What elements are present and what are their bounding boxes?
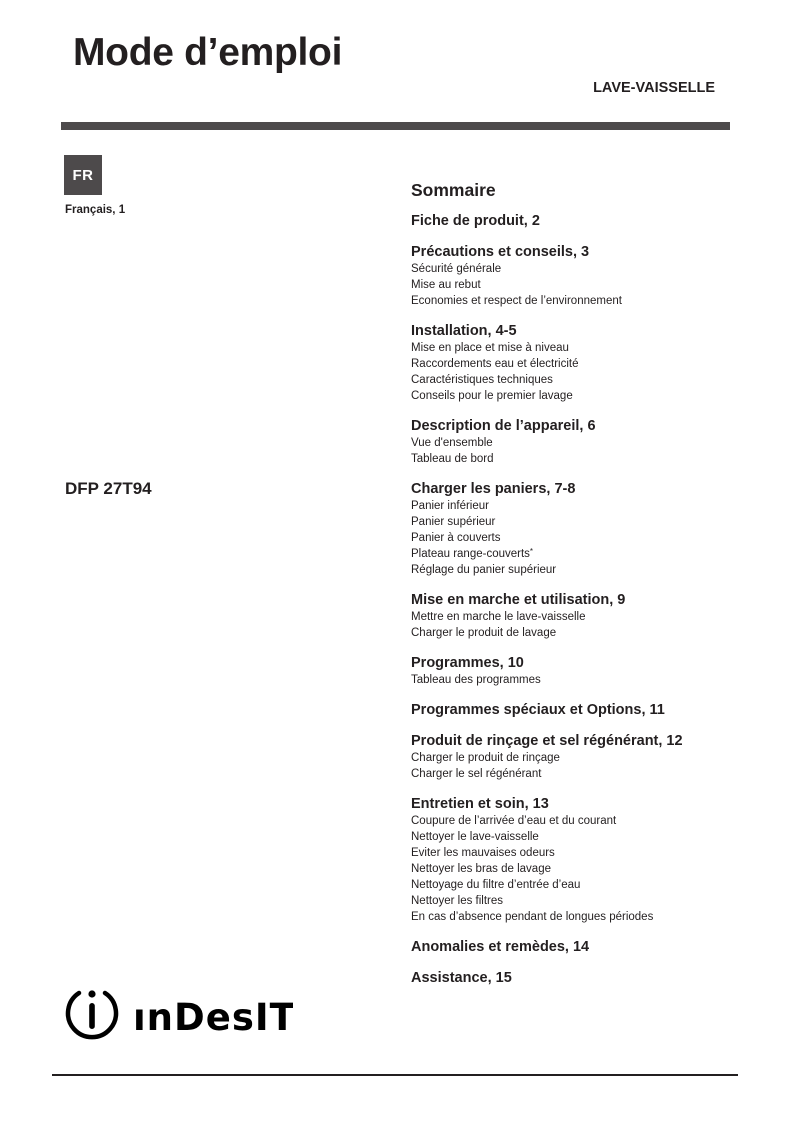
model-number: DFP 27T94 [65, 479, 152, 498]
toc-item: Nettoyer les filtres [411, 895, 504, 907]
toc-item: Sécurité générale [411, 263, 502, 275]
toc-item: Mise en place et mise à niveau [411, 342, 569, 354]
toc-heading: Programmes spéciaux et Options, 11 [411, 702, 665, 718]
toc-item: Nettoyage du filtre d’entrée d’eau [411, 879, 581, 891]
toc-heading: Installation, 4-5 [411, 323, 517, 339]
toc-item: Mettre en marche le lave-vaisselle [411, 611, 586, 623]
toc-heading: Programmes, 10 [411, 655, 524, 671]
toc-item [411, 546, 751, 562]
toc-section-assistance [411, 970, 751, 987]
indesit-logo [61, 985, 293, 1045]
toc-section-programmes-speciaux [411, 702, 751, 719]
toc-item: Vue d'ensemble [411, 437, 493, 449]
toc-heading: Mise en marche et utilisation, 9 [411, 592, 626, 608]
toc-item: Panier supérieur [411, 516, 496, 528]
language-badge [64, 155, 102, 195]
toc-item: Panier inférieur [411, 500, 489, 512]
toc-item-text: Plateau range-couverts [411, 548, 530, 560]
toc-heading: Charger les paniers, 7-8 [411, 481, 576, 497]
toc-item: Caractéristiques techniques [411, 374, 553, 386]
toc-item: Panier à couverts [411, 532, 501, 544]
toc-item: En cas d’absence pendant de longues périodes [411, 911, 654, 923]
toc-section-rincage-sel [411, 733, 751, 782]
document-title: Mode d’emploi [73, 31, 343, 74]
toc-section-anomalies [411, 939, 751, 956]
language-code: FR [72, 166, 94, 184]
footnote-marker: * [529, 547, 534, 556]
toc-item: Nettoyer le lave-vaisselle [411, 831, 539, 843]
footer-divider [52, 1074, 738, 1076]
toc-heading: Description de l’appareil, 6 [411, 418, 596, 434]
product-category: LAVE-VAISSELLE [593, 80, 715, 96]
language-page-label: Français, 1 [65, 204, 126, 216]
toc-item: Raccordements eau et électricité [411, 358, 579, 370]
toc-item: Coupure de l’arrivée d’eau et du courant [411, 815, 617, 827]
toc-section-entretien [411, 796, 751, 925]
toc-item: Conseils pour le premier lavage [411, 390, 573, 402]
toc-section-precautions [411, 244, 751, 309]
toc-section-charger-paniers [411, 481, 751, 578]
brand-wordmark: ınDesIT [133, 996, 293, 1039]
toc-section-description [411, 418, 751, 467]
toc-item: Réglage du panier supérieur [411, 564, 557, 576]
toc-section-installation [411, 323, 751, 404]
toc-item: Economies et respect de l’environnement [411, 295, 622, 307]
toc-section-programmes [411, 655, 751, 688]
toc-item: Tableau de bord [411, 453, 494, 465]
toc-item: Charger le produit de lavage [411, 627, 557, 639]
toc-item: Charger le produit de rinçage [411, 752, 560, 764]
toc-heading: Anomalies et remèdes, 14 [411, 939, 590, 955]
indesit-power-i-icon [61, 985, 293, 1045]
toc-item: Eviter les mauvaises odeurs [411, 847, 555, 859]
toc-item: Nettoyer les bras de lavage [411, 863, 551, 875]
toc-section-mise-en-marche [411, 592, 751, 641]
table-of-contents [411, 180, 751, 1001]
toc-heading: Entretien et soin, 13 [411, 796, 549, 812]
toc-title: Sommaire [411, 180, 496, 200]
header-divider-bar [61, 122, 730, 130]
toc-item: Mise au rebut [411, 279, 481, 291]
toc-item: Charger le sel régénérant [411, 768, 542, 780]
toc-section-fiche-produit [411, 213, 751, 230]
toc-heading: Produit de rinçage et sel régénérant, 12 [411, 733, 683, 749]
toc-item: Tableau des programmes [411, 674, 541, 686]
toc-heading: Assistance, 15 [411, 970, 512, 986]
toc-heading: Précautions et conseils, 3 [411, 244, 590, 260]
toc-heading: Fiche de produit, 2 [411, 213, 540, 229]
